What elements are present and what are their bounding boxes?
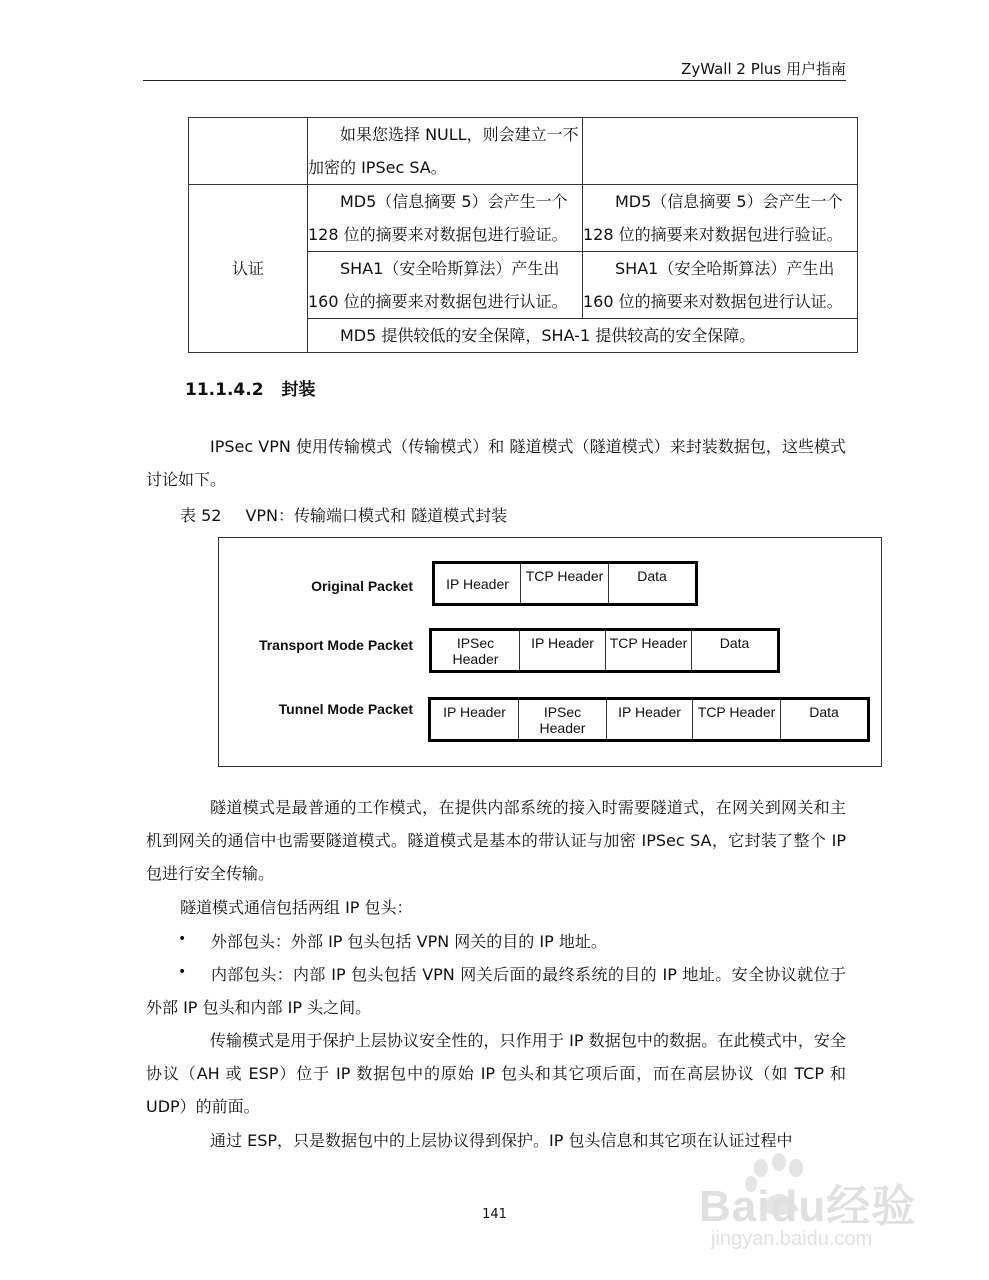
security-summary: MD5 提供较低的安全保障，SHA-1 提供较高的安全保障。: [340, 326, 756, 345]
packet-diagram: [218, 537, 882, 767]
tunnel-headers-intro: 隧道模式通信包括两组 IP 包头：: [180, 898, 413, 917]
bullet-inner-header: 内部包头：内部 IP 包头包括 VPN 网关后面的最终系统的目的 IP 地址。安全协议就位于外部 IP 包头和内部 IP 头之间。: [146, 965, 846, 1017]
tunnel-mode-paragraph: 隧道模式是最普通的工作模式，在提供内部系统的接入时需要隧道式，在网关到网关和主机到网关的通信中也需要隧道模式。隧道模式是基本的带认证与加密 IPSec SA，它封装了整个 IP 包进行安全传输。: [146, 798, 846, 883]
packet-cell: IPSec Header: [432, 631, 520, 670]
caption-text: VPN：传输端口模式和 隧道模式封装: [245, 506, 508, 525]
packet-cell: TCP Header: [606, 631, 692, 670]
watermark-logo: Baidu经验: [699, 1182, 917, 1231]
watermark-url: jingyan.baidu.com: [711, 1228, 873, 1250]
intro-paragraph: IPSec VPN 使用传输模式（传输模式）和 隧道模式（隧道模式）来封装数据包，这些模式讨论如下。: [146, 437, 846, 489]
sha1-text-2: SHA1（安全哈斯算法）产生出160 位的摘要来对数据包进行认证。: [583, 259, 843, 311]
esp-paragraph: 通过 ESP，只是数据包中的上层协议得到保护。IP 包头信息和其它项在认证过程中: [210, 1131, 793, 1150]
table-caption: [180, 503, 531, 526]
auth-table: [188, 117, 858, 353]
bullet-icon: •: [178, 964, 187, 980]
packet-cell: Data: [637, 568, 667, 584]
section-title: 封装: [281, 380, 316, 400]
packet-cell: Data: [809, 704, 839, 720]
baidu-watermark: [699, 1150, 919, 1260]
packet-cell: IP Header: [520, 631, 606, 670]
packet-cell: Data: [719, 635, 750, 651]
auth-label: 认证: [189, 185, 308, 353]
header-title: ZyWall 2 Plus 用户指南: [681, 60, 846, 78]
packet-cell: IPSec Header: [519, 700, 607, 739]
tunnel-packet-label: Tunnel Mode Packet: [278, 701, 413, 717]
md5-text-2: MD5（信息摘要 5）会产生一个128 位的摘要来对数据包进行验证。: [583, 192, 843, 244]
section-heading: [185, 375, 316, 400]
packet-cell: TCP Header: [521, 564, 609, 603]
bullet-outer-header: 外部包头：外部 IP 包头包括 VPN 网关的目的 IP 地址。: [211, 932, 607, 951]
section-number: 11.1.4.2: [185, 380, 264, 400]
transport-packet: [429, 628, 780, 673]
original-packet: [432, 561, 698, 606]
packet-cell: IP Header: [431, 700, 519, 739]
packet-cell: IP Header: [607, 700, 693, 739]
page-number: 141: [482, 1207, 507, 1222]
caption-number: 表 52: [180, 506, 222, 525]
sha1-text: SHA1（安全哈斯算法）产生出160 位的摘要来对数据包进行认证。: [308, 259, 568, 311]
packet-cell: IP Header: [435, 564, 521, 603]
bullet-icon: •: [178, 931, 187, 947]
header-divider: [143, 80, 846, 81]
tunnel-packet: [428, 697, 870, 742]
packet-cell: TCP Header: [693, 700, 781, 739]
transport-packet-label: Transport Mode Packet: [258, 637, 413, 653]
transport-mode-paragraph: 传输模式是用于保护上层协议安全性的，只作用于 IP 数据包中的数据。在此模式中，安全协议（AH 或 ESP）位于 IP 数据包中的原始 IP 包头和其它项后面，而在高层协议（如 TCP 和 UDP）的前面。: [146, 1031, 846, 1116]
md5-text: MD5（信息摘要 5）会产生一个128 位的摘要来对数据包进行验证。: [308, 192, 568, 244]
original-packet-label: Original Packet: [311, 578, 413, 594]
null-text: 如果您选择 NULL，则会建立一不加密的 IPSec SA。: [308, 125, 579, 177]
